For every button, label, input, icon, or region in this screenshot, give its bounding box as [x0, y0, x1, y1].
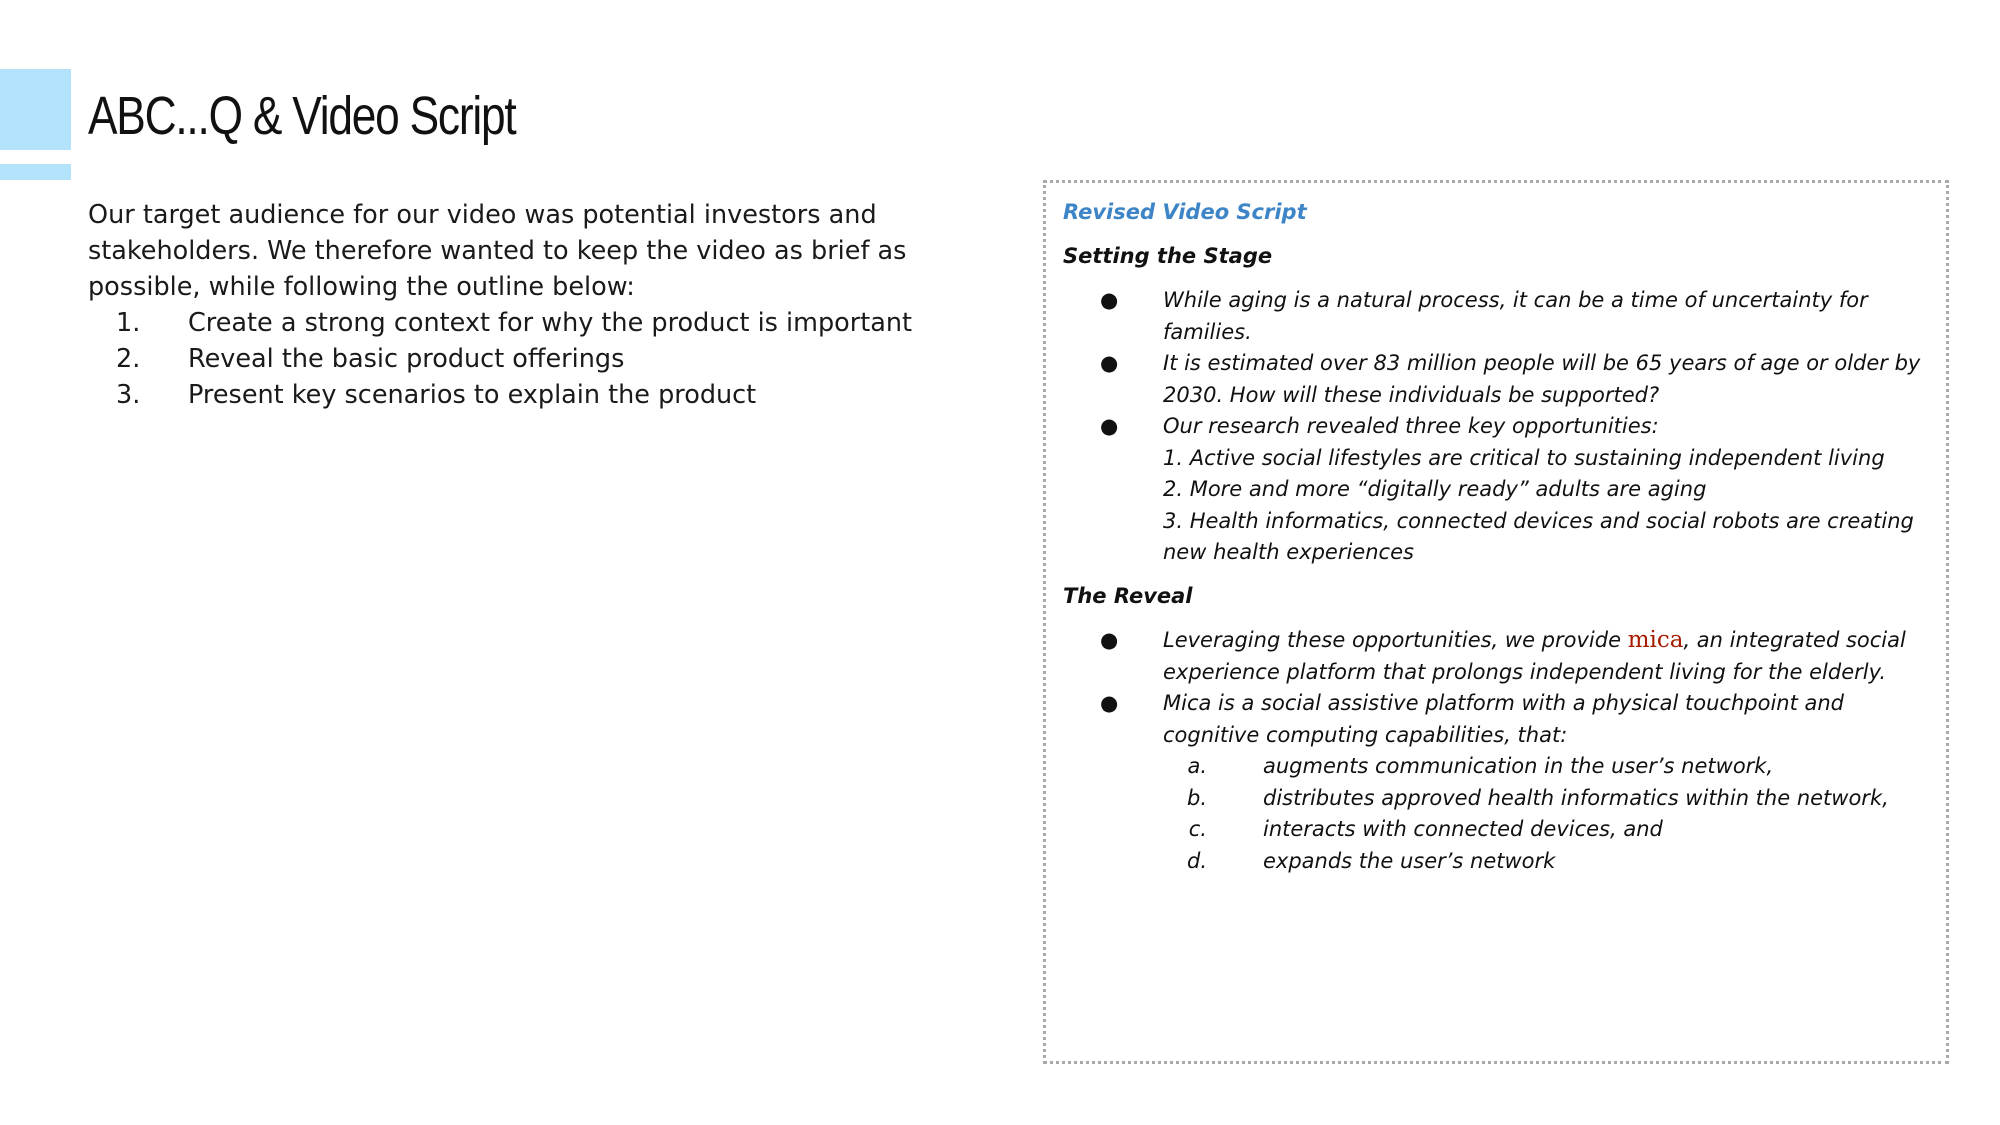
opportunity-line: 3. Health informatics, connected devices and social robots are creating new health experiences	[1163, 508, 1914, 564]
reveal-bullets	[1063, 625, 1943, 877]
capability-item	[1163, 846, 1943, 878]
video-script-content	[1063, 197, 1943, 877]
bullet-dot-icon: ●	[1100, 628, 1119, 652]
outline-text: Reveal the basic product offerings	[188, 344, 625, 374]
capability-item	[1163, 783, 1943, 815]
bullet-dot-icon: ●	[1100, 288, 1119, 312]
bullet-dot-icon: ●	[1100, 414, 1119, 438]
slide-title: ABC...Q & Video Script	[88, 86, 516, 146]
capability-text: augments communication in the user’s network,	[1263, 754, 1774, 778]
section-heading-reveal: The Reveal	[1063, 583, 1193, 608]
brand-name-mica: mica	[1627, 627, 1684, 653]
capability-text: interacts with connected devices, and	[1263, 817, 1663, 841]
bullet-item	[1063, 285, 1943, 348]
outline-text: Present key scenarios to explain the product	[188, 380, 757, 410]
bullet-text-start: Leveraging these opportunities, we provide	[1163, 628, 1628, 652]
bullet-text-end: , an integrated social experience platform that prolongs independent living for the elderly.	[1163, 628, 1906, 684]
outline-list	[88, 305, 968, 413]
bullet-dot-icon: ●	[1100, 691, 1119, 715]
script-title: Revised Video Script	[1063, 200, 1307, 224]
title-accent-bar	[0, 164, 71, 180]
capabilities-list	[1163, 751, 1943, 877]
bullet-text: While aging is a natural process, it can be a time of uncertainty for families.	[1163, 288, 1868, 344]
outline-item	[88, 305, 968, 341]
outline-item	[88, 341, 968, 377]
outline-item	[88, 377, 968, 413]
bullet-text: Mica is a social assistive platform with a physical touchpoint and cognitive computing capabilities, that:	[1163, 691, 1845, 747]
opportunity-line: 2. More and more “digitally ready” adults are aging	[1163, 477, 1707, 501]
bullet-text: It is estimated over 83 million people will be 65 years of age or older by 2030. How will these individuals be supported?	[1163, 351, 1921, 407]
bullet-text: Our research revealed three key opportunities:	[1163, 414, 1659, 438]
capability-item	[1163, 751, 1943, 783]
bullet-item	[1063, 688, 1943, 877]
bullet-item	[1063, 411, 1943, 569]
section-heading-setting-stage: Setting the Stage	[1063, 243, 1273, 268]
capability-letter: a.	[1187, 754, 1207, 778]
capability-letter: d.	[1186, 848, 1207, 873]
capability-item	[1163, 814, 1943, 846]
bullet-dot-icon: ●	[1100, 351, 1119, 375]
capability-text: distributes approved health informatics within the network,	[1263, 785, 1889, 810]
bullet-item	[1063, 625, 1943, 688]
setting-stage-bullets	[1063, 285, 1943, 569]
intro-text-block	[88, 197, 968, 413]
bullet-item	[1063, 348, 1943, 411]
intro-paragraph: Our target audience for our video was potential investors and stakeholders. We therefore wanted to keep the video as brief as possible, while following the outline below:	[88, 200, 907, 302]
capability-text: expands the user’s network	[1263, 848, 1556, 873]
title-accent-block	[0, 69, 71, 150]
outline-text: Create a strong context for why the product is important	[188, 308, 913, 338]
capability-letter: b.	[1186, 785, 1207, 810]
outline-number: 2.	[116, 344, 141, 374]
capability-letter: c.	[1188, 817, 1207, 841]
outline-number: 3.	[116, 380, 141, 410]
opportunity-line: 1. Active social lifestyles are critical to sustaining independent living	[1163, 445, 1885, 470]
outline-number: 1.	[116, 308, 141, 338]
